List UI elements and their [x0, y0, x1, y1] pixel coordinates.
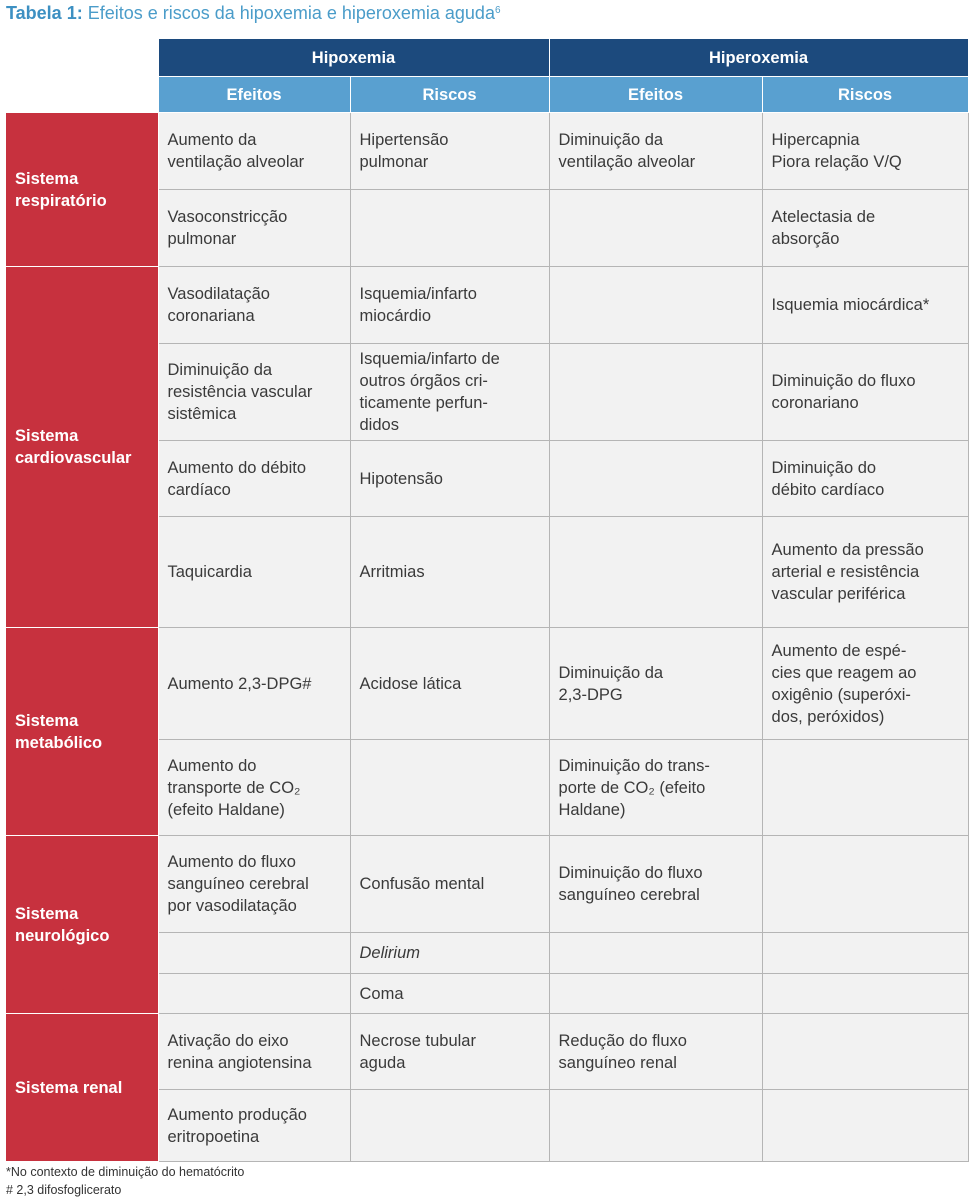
table-cell: Hipertensão pulmonar	[350, 113, 549, 190]
table-cell	[762, 836, 968, 933]
table-title-ref: 6	[494, 5, 501, 16]
table-cell: Aumento 2,3-DPG#	[158, 628, 350, 740]
table-cell	[549, 1090, 762, 1162]
table-cell: Isquemia/infarto de outros órgãos cri- ticamente perfun- didos	[350, 344, 549, 441]
table-cell: Diminuição do fluxo coronariano	[762, 344, 968, 441]
table-cell: Isquemia miocárdica*	[762, 267, 968, 344]
footnote-asterisk: *No contexto de diminuição do hematócrito	[6, 1165, 245, 1179]
table-cell: Necrose tubular aguda	[350, 1014, 549, 1090]
table-title-prefix: Tabela 1:	[6, 3, 83, 23]
footnote-hash: # 2,3 difosfoglicerato	[6, 1183, 122, 1197]
table-cell: Aumento de espé- cies que reagem ao oxigênio (superóxi- dos, peróxidos)	[762, 628, 968, 740]
table-cell: Diminuição da 2,3-DPG	[549, 628, 762, 740]
table-cell: Vasoconstricção pulmonar	[158, 190, 350, 267]
table-cell: Atelectasia de absorção	[762, 190, 968, 267]
table-row	[6, 113, 968, 190]
table-cell	[350, 740, 549, 836]
table-cell	[549, 933, 762, 974]
group-header-row	[6, 39, 968, 77]
table-title	[6, 2, 501, 24]
corner-cell	[6, 39, 158, 77]
table-cell	[549, 267, 762, 344]
table-row	[6, 267, 968, 344]
system-label-cardiovascular: Sistema cardiovascular	[6, 267, 158, 628]
table-cell: Redução do fluxo sanguíneo renal	[549, 1014, 762, 1090]
group-header-hiperoxemia: Hiperoxemia	[549, 39, 968, 77]
table-cell: Hipercapnia Piora relação V/Q	[762, 113, 968, 190]
table-cell: Vasodilatação coronariana	[158, 267, 350, 344]
table-cell	[158, 974, 350, 1014]
table-cell	[549, 517, 762, 628]
table-cell	[549, 441, 762, 517]
table-cell	[549, 190, 762, 267]
table-cell: Diminuição da resistência vascular sistêmica	[158, 344, 350, 441]
table-cell	[762, 974, 968, 1014]
table-cell: Isquemia/infarto miocárdio	[350, 267, 549, 344]
table-cell: Aumento da pressão arterial e resistência vascular periférica	[762, 517, 968, 628]
table-row	[6, 628, 968, 740]
table-cell: Aumento da ventilação alveolar	[158, 113, 350, 190]
table-cell: Diminuição do fluxo sanguíneo cerebral	[549, 836, 762, 933]
table-cell: Arritmias	[350, 517, 549, 628]
table-cell: Aumento produção eritropoetina	[158, 1090, 350, 1162]
table-cell: Aumento do débito cardíaco	[158, 441, 350, 517]
table-cell	[549, 974, 762, 1014]
table-cell: Aumento do transporte de CO₂ (efeito Haldane)	[158, 740, 350, 836]
table-cell	[762, 1090, 968, 1162]
column-header-row	[6, 77, 968, 113]
system-label-respiratorio: Sistema respiratório	[6, 113, 158, 267]
table-cell: Ativação do eixo renina angiotensina	[158, 1014, 350, 1090]
table-cell: Hipotensão	[350, 441, 549, 517]
table-cell: Diminuição do trans- porte de CO₂ (efeito Haldane)	[549, 740, 762, 836]
table-cell	[350, 190, 549, 267]
table-cell: Delirium	[350, 933, 549, 974]
table-cell	[158, 933, 350, 974]
col-header-efeitos: Efeitos	[158, 77, 350, 113]
system-label-neurologico: Sistema neurológico	[6, 836, 158, 1014]
corner-cell	[6, 77, 158, 113]
table-row	[6, 1014, 968, 1090]
table-cell	[549, 344, 762, 441]
table-cell: Taquicardia	[158, 517, 350, 628]
table-cell	[762, 933, 968, 974]
table-row	[6, 836, 968, 933]
table-cell: Coma	[350, 974, 549, 1014]
system-label-renal: Sistema renal	[6, 1014, 158, 1162]
table-cell: Diminuição da ventilação alveolar	[549, 113, 762, 190]
table-cell	[762, 1014, 968, 1090]
table-title-text: Efeitos e riscos da hipoxemia e hiperoxemia aguda	[87, 3, 495, 23]
effects-risks-table	[6, 38, 969, 1162]
group-header-hipoxemia: Hipoxemia	[158, 39, 549, 77]
table-cell	[350, 1090, 549, 1162]
table-cell: Acidose lática	[350, 628, 549, 740]
table-cell	[762, 740, 968, 836]
col-header-riscos: Riscos	[762, 77, 968, 113]
col-header-riscos: Riscos	[350, 77, 549, 113]
table-cell: Aumento do fluxo sanguíneo cerebral por vasodilatação	[158, 836, 350, 933]
table-cell: Confusão mental	[350, 836, 549, 933]
table-cell: Diminuição do débito cardíaco	[762, 441, 968, 517]
col-header-efeitos: Efeitos	[549, 77, 762, 113]
system-label-metabolico: Sistema metabólico	[6, 628, 158, 836]
